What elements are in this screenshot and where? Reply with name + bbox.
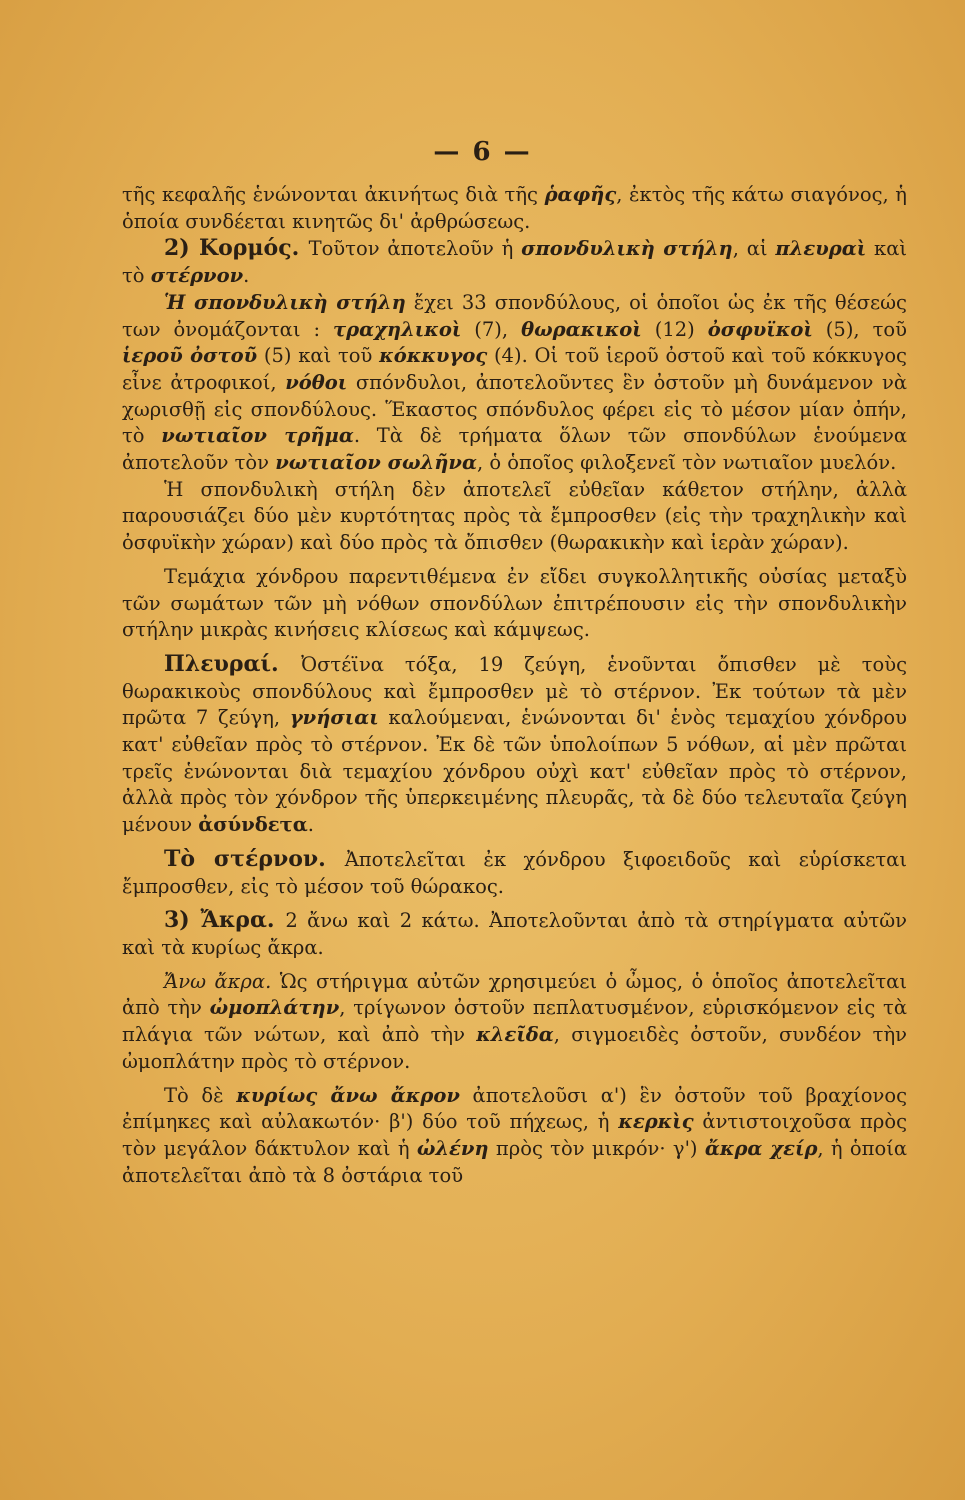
text-run: Τεμάχια χόνδρου παρεντιθέμενα ἐν εἴδει συγκολλητικῆς οὐσίας μεταξὺ τῶν σωμάτων τῶν μὴ νόθων σπονδύλων ἐπιτρέπουσιν εἰς τὴν σπονδυλικὴν στήλην μικρὰς κινήσεις κλίσεως καὶ κάμψεως. <box>122 564 907 642</box>
emphasis-term: γνήσιαι <box>289 706 379 730</box>
emphasis-term: κυρίως ἄνω ἄκρον <box>236 1083 460 1107</box>
body-text <box>122 182 907 1189</box>
text-run: (5), τοῦ <box>812 317 907 341</box>
text-run: Ὡς στήριγμα αὐτῶν χρησιμεύει ὁ ὦμος, ὁ ὁποῖος ἀποτελεῖται ἀπὸ τὴν <box>122 969 907 1020</box>
text-run: , σιγμοειδὲς ὀστοῦν, συνδέον τὴν ὠμοπλάτην πρὸς τὸ στέρνον. <box>122 1023 907 1073</box>
paragraph-p4 <box>122 477 907 557</box>
text-run: καλούμεναι, ἑνώνονται δι' ἑνὸς τεμαχίου χόνδρου κατ' εὐθεῖαν πρὸς τὸ στέρνον. Ἐκ δὲ τῶν ὑπολοίπων 5 νόθων, αἱ μὲν πρῶται τρεῖς ἑνώνονται διὰ τεμαχίου χόνδρου οὐχὶ κατ' εὐθεῖαν πρὸς τὸ στέρνον, ἀλλὰ πρὸς τὸν χόνδρον τῆς ὑπερκειμένης πλευρᾶς, τὰ δὲ δύο τελευταῖα ζεύγη μένουν <box>122 706 907 837</box>
paragraph-p1 <box>122 182 907 235</box>
emphasis-term: νωτιαῖον τρῆμα <box>161 424 354 448</box>
text-run: Ἀποτελεῖται ἐκ χόνδρου ξιφοειδοῦς καὶ εὑρίσκεται ἔμπροσθεν, εἰς τὸ μέσον τοῦ θώρακος. <box>122 847 907 898</box>
emphasis-term: ὠλένη <box>416 1136 489 1160</box>
text-run: , ἡ ὁποία ἀποτελεῖται ἀπὸ τὰ 8 ὀστάρια τοῦ <box>122 1136 908 1187</box>
emphasis-term: νωτιαῖον σωλῆνα <box>275 451 477 475</box>
emphasis-term: νόθοι <box>285 370 348 394</box>
emphasis-term: τραχηλικοὶ <box>333 317 462 341</box>
text-run: Ὀστέϊνα τόξα, 19 ζεύγη, ἑνοῦνται ὄπισθεν μὲ τοὺς θωρακικοὺς σπονδύλους καὶ ἔμπροσθεν μὲ τὸ στέρνον. Ἐκ τούτων τὰ μὲν πρῶτα 7 ζεύγη, <box>122 652 907 730</box>
text-run: καὶ τὸ <box>122 237 908 288</box>
paragraph-p10 <box>122 1083 907 1190</box>
paragraph-p7 <box>122 846 907 900</box>
paragraph-p3 <box>122 290 907 477</box>
text-run: τῆς κεφαλῆς ἑνώνονται ἀκινήτως διὰ τῆς <box>122 183 545 206</box>
emphasis-term: Τὸ στέρνον. <box>164 845 345 872</box>
text-run: ἔχει 33 σπονδύλους, οἱ ὁποῖοι ὡς ἐκ τῆς θέσεώς των ὀνομάζονται : <box>122 290 907 341</box>
paragraph-p2 <box>122 235 907 289</box>
text-run: Τὸ δὲ <box>164 1083 237 1107</box>
paragraph-p5 <box>122 564 907 644</box>
emphasis-term: στέρνον <box>150 264 244 288</box>
text-run: (5) καὶ τοῦ <box>257 344 380 368</box>
emphasis-term: Πλευραί. <box>164 650 302 677</box>
text-run: ἀντιστοιχοῦσα πρὸς τὸν μεγάλον δάκτυλον καὶ ἡ <box>122 1110 907 1160</box>
text-run: σπόνδυλοι, ἀποτελοῦντες ἓν ὀστοῦν μὴ δυνάμενον νὰ χωρισθῇ εἰς σπονδύλους. Ἕκαστος σπόνδυλος φέρει εἰς τὸ μέσον μίαν ὀπήν, τὸ <box>122 370 907 448</box>
text-run: . <box>307 813 314 837</box>
paragraph-p6 <box>122 651 907 839</box>
emphasis-term: ὠμοπλάτην <box>209 996 340 1020</box>
emphasis-term: κερκὶς <box>618 1110 694 1134</box>
emphasis-term: ἄκρα χείρ <box>704 1136 818 1160</box>
text-run: ἀποτελοῦσι α') ἓν ὀστοῦν τοῦ βραχίονος ἐπίμηκες καὶ αὐλακωτόν· β') δύο τοῦ πήχεως, ἡ <box>122 1083 907 1134</box>
emphasis-term: κόκκυγος <box>379 344 488 368</box>
text-run: , ὁ ὁποῖος φιλοξενεῖ τὸν νωτιαῖον μυελόν. <box>476 451 897 475</box>
text-run: , τρίγωνον ὀστοῦν πεπλατυσμένον, εὑρισκόμενον εἰς τὰ πλάγια τῶν νώτων, καὶ ἀπὸ τὴν <box>122 996 908 1047</box>
text-run: (4). Οἱ τοῦ ἱεροῦ ὀστοῦ καὶ τοῦ κόκκυγος εἶνε ἀτροφικοί, <box>122 344 907 394</box>
text-run: . <box>243 264 250 288</box>
text-run: (7), <box>461 317 522 341</box>
text-run: 2 ἄνω καὶ 2 κάτω. Ἀποτελοῦνται ἀπὸ τὰ στηρίγματα αὐτῶν καὶ τὰ κυρίως ἄκρα. <box>122 909 907 959</box>
emphasis-term: ὀσφυϊκοὶ <box>707 317 813 341</box>
page-number: — 6 — <box>433 137 532 167</box>
emphasis-term: Ἄνω ἄκρα. <box>164 969 272 993</box>
emphasis-term: σπονδυλικὴ στήλη <box>521 237 733 261</box>
paragraph-p9 <box>122 969 907 1076</box>
text-run: Τοῦτον ἀποτελοῦν ἡ <box>308 237 522 261</box>
emphasis-term: ἀσύνδετα <box>198 813 308 837</box>
emphasis-term: πλευραὶ <box>775 237 867 261</box>
emphasis-term: θωρακικοὶ <box>521 317 642 341</box>
text-run: , ἐκτὸς τῆς κάτω σιαγόνος, ἡ ὁποία συνδέεται κινητῶς δι' ἀρθρώσεως. <box>122 183 907 233</box>
text-run: πρὸς τὸν μικρόν· γ') <box>488 1136 705 1160</box>
emphasis-term: ἱεροῦ ὀστοῦ <box>122 344 258 368</box>
text-run: (12) <box>641 317 708 341</box>
emphasis-term: 2) Κορμός. <box>164 235 309 262</box>
text-run: . Τὰ δὲ τρήματα ὅλων τῶν σπονδύλων ἑνούμενα ἀποτελοῦν τὸν <box>122 424 907 475</box>
paragraph-p8 <box>122 907 907 961</box>
emphasis-term: κλεῖδα <box>476 1023 554 1047</box>
text-run: Ἡ σπονδυλικὴ στήλη δὲν ἀποτελεῖ εὐθεῖαν κάθετον στήλην, ἀλλὰ παρουσιάζει δύο μὲν κυρτότητας πρὸς τὰ ἔμπροσθεν (εἰς τὴν τραχηλικὴν καὶ ὀσφυϊκὴν χώραν) καὶ δύο πρὸς τὰ ὄπισθεν (θωρακικὴν καὶ ἱερὰν χώραν). <box>122 477 907 555</box>
emphasis-term: Ἡ σπονδυλικὴ στήλη <box>164 290 406 314</box>
emphasis-term: ῥαφῆς <box>544 183 617 206</box>
emphasis-term: 3) Ἄκρα. <box>164 907 286 934</box>
text-run: , αἱ <box>732 237 776 261</box>
